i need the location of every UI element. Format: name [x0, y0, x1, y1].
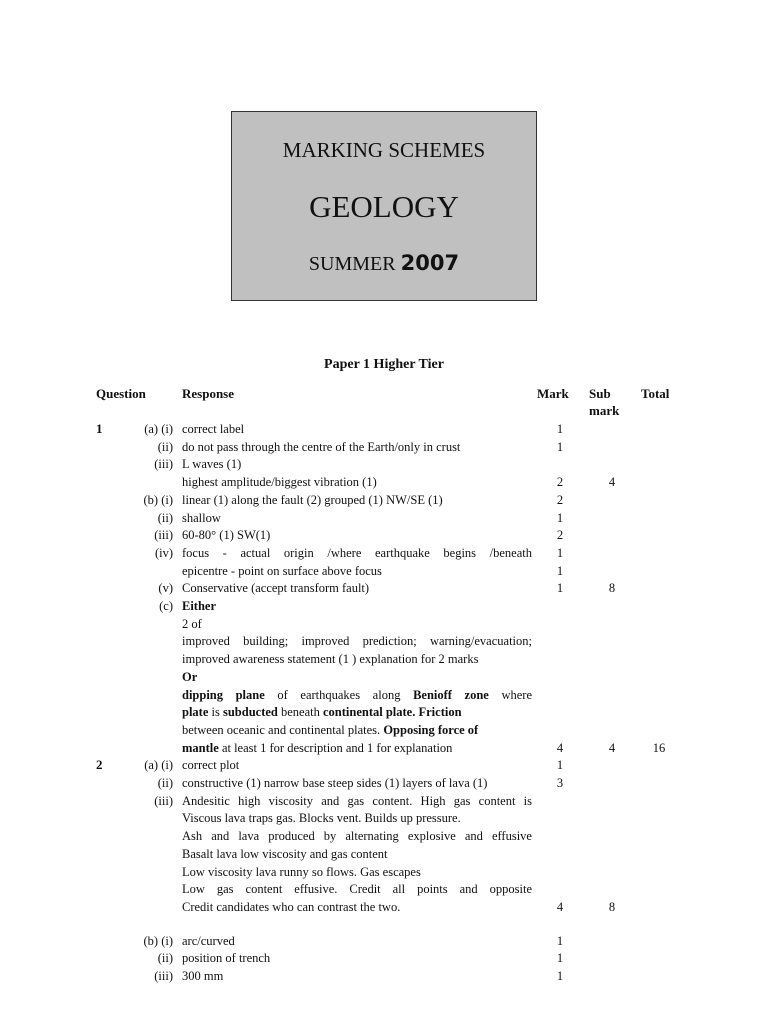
response-fragment: continental plate. Friction	[323, 705, 462, 720]
response-text: Either	[182, 599, 217, 613]
header-mark: Mark	[537, 386, 569, 401]
sub-mark-value: 8	[608, 581, 616, 596]
table-row	[0, 420, 768, 438]
response-fragment: is	[208, 705, 223, 720]
response-text: correct plot	[182, 758, 240, 773]
table-row	[0, 562, 768, 580]
question-part: (ii)	[157, 439, 173, 454]
table-row	[0, 668, 768, 686]
response-text: 2 of	[182, 616, 202, 631]
response-fragment: beneath	[277, 705, 323, 720]
response-text	[182, 686, 532, 704]
table-row	[0, 632, 768, 650]
table-row	[0, 703, 768, 721]
table-row	[0, 491, 768, 509]
table-row	[0, 792, 768, 810]
table-row	[0, 455, 768, 473]
response-text: focus - actual origin /where earthquake begins /beneath	[182, 545, 532, 560]
question-part: (iii)	[154, 969, 173, 983]
header-total: Total	[641, 386, 670, 401]
response-fragment: between oceanic and continental plates.	[182, 722, 384, 737]
title-year: 2007	[400, 251, 460, 275]
response-text: shallow	[182, 510, 221, 525]
mark-value: 4	[556, 740, 564, 755]
question-part: (ii)	[157, 951, 173, 966]
table-row	[0, 949, 768, 967]
response-fragment: at least 1 for description and 1 for explanation	[218, 740, 453, 755]
table-row	[0, 686, 768, 704]
response-fragment: mantle	[182, 740, 219, 755]
question-part: (b) (i)	[143, 492, 173, 507]
response-text: 300 mm	[182, 969, 224, 983]
question-part: (a) (i)	[144, 758, 173, 773]
response-text: correct label	[182, 422, 245, 436]
header-response: Response	[182, 386, 235, 401]
title-season: SUMMER	[308, 253, 396, 275]
header-sub-mark	[589, 385, 619, 419]
response-text: position of trench	[182, 951, 271, 966]
table-row	[0, 932, 768, 950]
mark-value: 1	[556, 933, 564, 948]
table-row	[0, 526, 768, 544]
response-text: Conservative (accept transform fault)	[182, 581, 370, 596]
header-sub-mark-line2: mark	[589, 403, 620, 418]
mark-value: 3	[556, 776, 564, 790]
response-fragment: subducted	[222, 705, 278, 720]
sub-mark-value: 4	[608, 475, 616, 490]
response-text: constructive (1) narrow base steep sides (1) layers of lava (1)	[182, 776, 488, 790]
mark-value: 2	[556, 492, 564, 507]
response-text	[182, 703, 532, 721]
response-fragment: plate	[182, 705, 209, 720]
question-part: (iii)	[154, 793, 173, 808]
table-row	[0, 967, 768, 985]
response-text: 60-80° (1) SW(1)	[182, 528, 271, 543]
table-row	[0, 579, 768, 597]
response-text: highest amplitude/biggest vibration (1)	[182, 475, 377, 490]
title-marking-schemes: MARKING SCHEMES	[282, 138, 486, 162]
response-text: Viscous lava traps gas. Blocks vent. Builds up pressure.	[182, 811, 461, 826]
response-text: Ash and lava produced by alternating explosive and effusive	[182, 829, 532, 844]
table-row	[0, 898, 768, 916]
response-text	[182, 721, 532, 739]
question-part: (v)	[158, 581, 173, 596]
table-row	[0, 756, 768, 774]
question-number: 2	[96, 757, 103, 773]
question-number: 1	[96, 421, 103, 436]
table-row	[0, 827, 768, 845]
response-text: Or	[182, 669, 198, 684]
table-row	[0, 544, 768, 562]
response-text: linear (1) along the fault (2) grouped (1) NW/SE (1)	[182, 492, 443, 507]
response-text: Low viscosity lava runny so flows. Gas escapes	[182, 864, 421, 879]
response-text: improved awareness statement (1 ) explanation for 2 marks	[182, 652, 479, 667]
mark-value: 1	[556, 545, 564, 560]
table-row	[0, 615, 768, 633]
response-text: arc/curved	[182, 933, 235, 948]
table-row	[0, 650, 768, 668]
response-text: Credit candidates who can contrast the two.	[182, 899, 401, 914]
response-text	[182, 739, 532, 757]
response-fragment: Opposing force of	[383, 722, 479, 737]
mark-value: 1	[556, 422, 564, 436]
mark-value: 2	[556, 475, 564, 490]
mark-value: 1	[556, 510, 564, 525]
response-fragment: where	[488, 687, 532, 702]
sub-mark-value: 4	[608, 740, 616, 755]
response-text: Basalt lava low viscosity and gas content	[182, 846, 388, 861]
response-text: epicentre - point on surface above focus	[182, 563, 382, 578]
mark-value: 1	[556, 951, 564, 966]
mark-value: 1	[556, 563, 564, 578]
total-value: 16	[652, 740, 666, 755]
response-fragment: of earthquakes along	[264, 687, 414, 702]
table-row	[0, 438, 768, 456]
response-text: improved building; improved prediction; warning/evacuation;	[182, 634, 532, 649]
table-row	[0, 863, 768, 881]
response-fragment: Benioff zone	[413, 687, 489, 702]
title-box	[231, 111, 537, 301]
question-part: (iii)	[154, 528, 173, 543]
question-part: (ii)	[157, 776, 173, 790]
title-session	[232, 251, 536, 276]
header-question: Question	[96, 386, 146, 401]
question-part: (b) (i)	[143, 933, 173, 948]
response-text: L waves (1)	[182, 457, 242, 472]
paper-title: Paper 1 Higher Tier	[324, 357, 444, 372]
table-row	[0, 880, 768, 898]
table-row	[0, 597, 768, 615]
response-text: Andesitic high viscosity and gas content. High gas content is	[182, 793, 532, 808]
mark-value: 2	[556, 528, 564, 543]
header-sub-mark-line1: Sub	[589, 386, 611, 401]
table-row	[0, 473, 768, 491]
table-row	[0, 509, 768, 527]
title-subject: GEOLOGY	[309, 189, 459, 224]
sub-mark-value: 8	[608, 899, 616, 914]
mark-value: 1	[556, 969, 564, 983]
mark-value: 1	[556, 758, 564, 773]
question-part: (ii)	[157, 510, 173, 525]
table-row	[0, 721, 768, 739]
mark-value: 1	[556, 439, 564, 454]
mark-value: 4	[556, 899, 564, 914]
question-part: (iv)	[154, 545, 173, 560]
response-text: do not pass through the centre of the Earth/only in crust	[182, 439, 461, 454]
response-text: Low gas content effusive. Credit all points and opposite	[182, 882, 532, 897]
response-fragment: dipping plane	[182, 687, 265, 702]
question-part: (c)	[159, 599, 173, 613]
table-row	[0, 809, 768, 827]
table-row	[0, 739, 768, 757]
table-row	[0, 845, 768, 863]
table-row	[0, 774, 768, 792]
mark-value: 1	[556, 581, 564, 596]
question-part: (a) (i)	[144, 422, 173, 436]
question-part: (iii)	[154, 457, 173, 472]
